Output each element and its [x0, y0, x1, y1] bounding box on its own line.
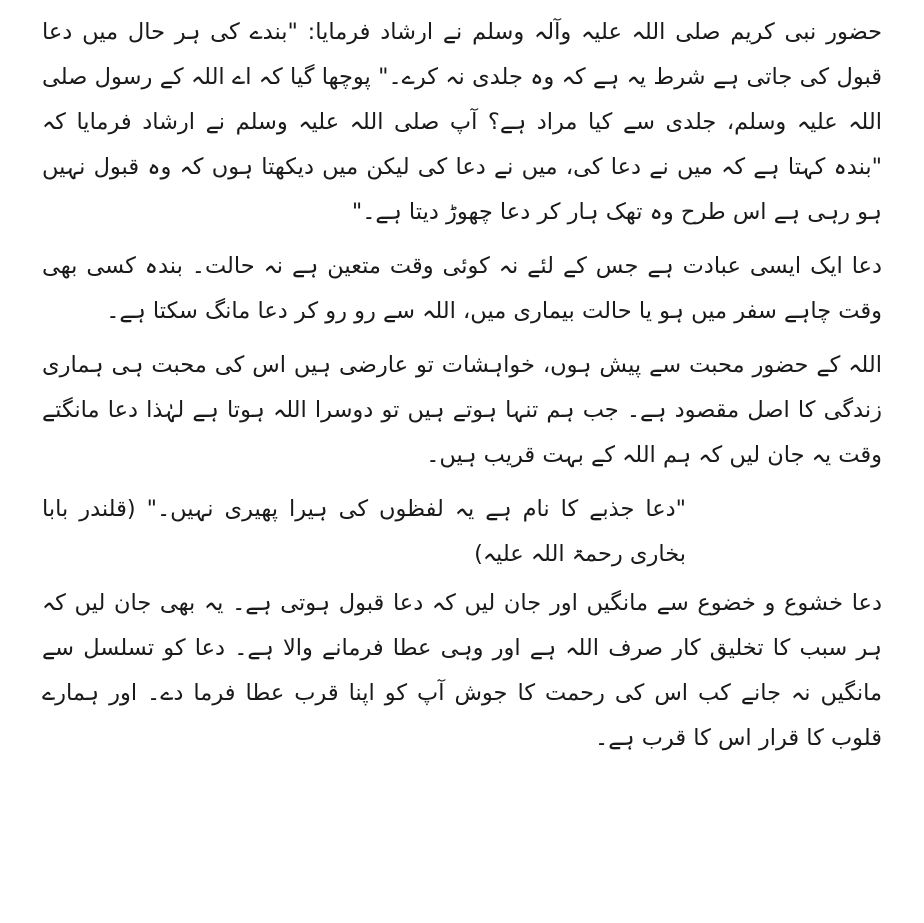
- paragraph-dua-ibadat: دعا ایک ایسی عبادت ہے جس کے لئے نہ کوئی وقت متعین ہے نہ حالت۔ بندہ کسی بھی وقت چاہے سفر میں ہو یا حالت بیماری میں، اللہ سے رو رو کر دعا مانگ سکتا ہے۔: [42, 253, 882, 324]
- quote-qalandar-baba: "دعا جذبے کا نام ہے یہ لفظوں کی ہیرا پھیری نہیں۔" (قلندر بابا بخاری رحمۃ اللہ علیہ): [42, 496, 686, 567]
- paragraph-allah-qurb: اللہ کے حضور محبت سے پیش ہوں، خواہشات تو عارضی ہیں اس کی محبت ہی ہماری زندگی کا اصل مقصود ہے۔ جب ہم تنہا ہوتے ہیں تو دوسرا اللہ ہوتا ہے لہٰذا دعا مانگتے وقت یہ جان لیں کہ ہم اللہ کے بہت قریب ہیں۔: [42, 352, 882, 468]
- paragraph-hadith: حضور نبی کریم صلی اللہ علیہ وآلہ وسلم نے ارشاد فرمایا: "بندے کی ہر حال میں دعا قبول کی جاتی ہے شرط یہ ہے کہ وہ جلدی نہ کرے۔" پوچھا گیا کہ اے اللہ کے رسول صلی اللہ علیہ وسلم، جلدی سے کیا مراد ہے؟ آپ صلی اللہ علیہ وسلم نے ارشاد فرمایا کہ "بندہ کہتا ہے کہ میں نے دعا کی، میں نے دعا کی لیکن میں دیکھتا ہوں کہ وہ قبول نہیں ہو رہی ہے اس طرح وہ تھک ہار کر دعا چھوڑ دیتا ہے۔": [42, 19, 882, 225]
- paragraph-closing: دعا خشوع و خضوع سے مانگیں اور جان لیں کہ دعا قبول ہوتی ہے۔ یہ بھی جان لیں کہ ہر سبب کا تخلیق کار صرف اللہ ہے اور وہی عطا فرمانے والا ہے۔ دعا کو تسلسل سے مانگیں نہ جانے کب اس کی رحمت کا جوش آپ کو اپنا قرب عطا فرما دے۔ اور ہمارے قلوب کا قرار اس کا قرب ہے۔: [42, 590, 882, 751]
- article-body: [42, 10, 882, 770]
